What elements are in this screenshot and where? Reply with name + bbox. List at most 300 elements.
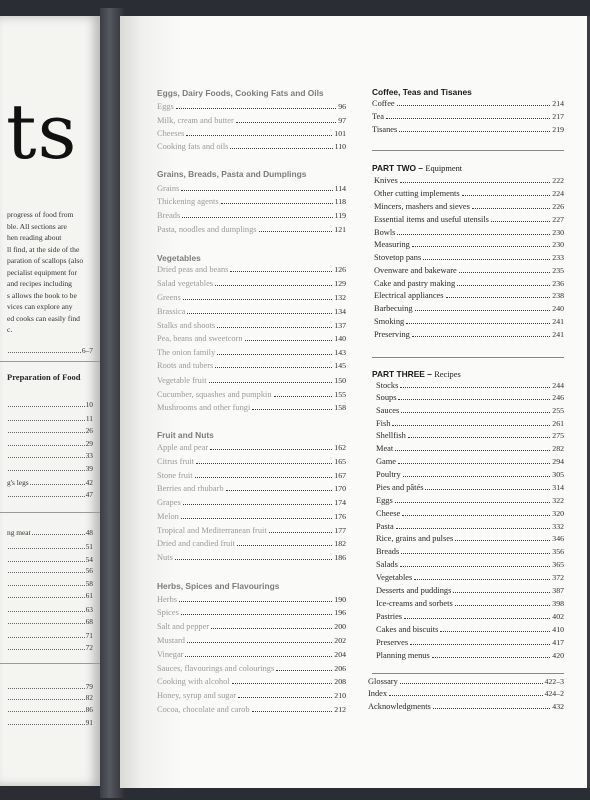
entry-label: Apple and pear [157, 443, 209, 452]
leader-dots [269, 532, 333, 533]
intro-line: progress of food from [7, 210, 74, 219]
leader-dots [8, 711, 85, 712]
entry-label: Pasta, noodles and dumplings [157, 225, 257, 234]
toc-entry [376, 444, 564, 453]
leader-dots [389, 695, 542, 696]
entry-label: Herbs [157, 595, 178, 604]
page-number: 158 [334, 403, 346, 412]
toc-entry [157, 484, 346, 493]
toc-entry [376, 612, 564, 621]
page-number: 61 [85, 591, 93, 600]
page-number: 217 [552, 112, 564, 121]
page-number: 230 [552, 228, 564, 237]
toc-entry [157, 116, 346, 125]
toc-entry [376, 560, 564, 569]
toc-entry [157, 664, 346, 673]
intro-line: s allows the book to be [7, 290, 77, 300]
toc-entry [7, 682, 93, 691]
toc-entry [7, 528, 93, 537]
toc-entry [7, 605, 93, 614]
heading-text: PART THREE – [372, 369, 432, 379]
page-number: 282 [552, 444, 564, 453]
page-number: 261 [552, 419, 564, 428]
entry-label: Coffee [372, 99, 395, 108]
page-number: 210 [334, 691, 346, 700]
leader-dots [415, 310, 551, 311]
entry-label: Salt and pepper [157, 622, 210, 631]
toc-entry [157, 376, 346, 385]
toc-entry [157, 457, 346, 466]
page-number: 305 [552, 470, 564, 479]
leader-dots [432, 657, 551, 658]
entry-label: Cucumber, squashes and pumpkin [157, 390, 272, 399]
toc-entry [374, 176, 564, 185]
toc-entry [157, 361, 346, 370]
page-number: 219 [552, 125, 564, 134]
toc-entry [157, 553, 346, 562]
toc-entry [157, 705, 346, 714]
entry-label: Salad vegetables [157, 279, 214, 288]
leader-dots [8, 496, 85, 497]
toc-entry [7, 478, 93, 487]
entry-label: Planning menus [376, 651, 430, 660]
page-number: 212 [334, 705, 346, 714]
toc-entry [376, 599, 564, 608]
intro-line: ed cooks can easily find [7, 313, 80, 323]
entry-label: Tea [372, 112, 384, 121]
section-rule [0, 512, 100, 513]
leader-dots [259, 231, 333, 232]
leader-dots [472, 208, 550, 209]
entry-label: Other cutting implements [374, 189, 460, 198]
entry-label: Citrus fruit [157, 457, 194, 466]
page-number: 402 [552, 612, 564, 621]
leader-dots [8, 724, 85, 725]
page-number: 155 [334, 390, 346, 399]
entry-label: Melon [157, 512, 179, 521]
toc-entry [7, 591, 93, 600]
leader-dots [397, 105, 551, 106]
entry-label: Stocks [376, 381, 399, 390]
page-number: 39 [85, 464, 93, 473]
page-number: 114 [334, 184, 346, 193]
leader-dots [491, 221, 550, 222]
leader-dots [395, 450, 550, 451]
leader-dots [179, 601, 332, 602]
toc-entry [368, 702, 564, 711]
leader-dots [398, 463, 550, 464]
leader-dots [230, 271, 332, 272]
leader-dots [406, 323, 550, 324]
section-heading [372, 87, 472, 97]
toc-entry [7, 631, 93, 640]
leader-dots [226, 490, 333, 491]
entry-label: Vegetables [376, 573, 413, 582]
toc-entry [376, 496, 564, 505]
toc-entry [157, 677, 346, 686]
toc-entry [157, 443, 346, 452]
toc-entry [157, 636, 346, 645]
toc-entry [374, 215, 564, 224]
entry-label: Glossary [368, 677, 398, 686]
page-number: 150 [334, 376, 346, 385]
entry-label: Meat [376, 444, 394, 453]
section-heading: Preparation of Food [7, 372, 81, 382]
entry-label: Barbecuing [374, 304, 413, 313]
entry-label: Cakes and biscuits [376, 625, 439, 634]
leader-dots [175, 559, 332, 560]
page-number: 143 [334, 348, 346, 357]
section-heading [157, 430, 214, 440]
entry-label: Knives [374, 176, 398, 185]
section-heading [372, 369, 461, 379]
page-number: 202 [334, 636, 346, 645]
toc-entry [368, 689, 564, 698]
toc-entry [157, 650, 346, 659]
page-number: 91 [85, 718, 93, 727]
entry-label: Bowls [374, 228, 396, 237]
toc-entry [157, 539, 346, 548]
page-number: 424–2 [544, 689, 564, 698]
leader-dots [183, 299, 333, 300]
toc-entry [374, 291, 564, 300]
page-number: 132 [334, 293, 346, 302]
entry-label: Roots and tubers [157, 361, 214, 370]
leader-dots [400, 387, 550, 388]
toc-entry [7, 718, 93, 727]
page-number: 332 [552, 522, 564, 531]
intro-line: pecialist equipment for [7, 267, 78, 277]
toc-entry [7, 555, 93, 564]
right-page [120, 16, 590, 788]
entry-label: Index [368, 689, 388, 698]
entry-label: Soups [376, 393, 397, 402]
page-number: 230 [552, 240, 564, 249]
leader-dots [8, 432, 85, 433]
page-number: 420 [552, 651, 564, 660]
page-number: 208 [334, 677, 346, 686]
entry-label: Stovetop pans [374, 253, 422, 262]
leader-dots [8, 548, 85, 549]
leader-dots [215, 285, 332, 286]
entry-label: The onion family [157, 348, 216, 357]
section-heading [157, 581, 279, 591]
leader-dots [217, 354, 332, 355]
toc-entry [374, 189, 564, 198]
page-number: 86 [85, 705, 93, 714]
leader-dots [196, 463, 332, 464]
page-number: 365 [552, 560, 564, 569]
entry-label: Stone fruit [157, 471, 193, 480]
leader-dots [395, 502, 551, 503]
page-number: 255 [552, 406, 564, 415]
leader-dots [453, 592, 550, 593]
page-number: 432 [552, 702, 564, 711]
entry-label: Fish [376, 419, 391, 428]
intro-line: c. [7, 325, 13, 334]
entry-label: Berries and rhubarb [157, 484, 224, 493]
entry-label: Salads [376, 560, 398, 569]
toc-entry [372, 112, 564, 121]
toc-entry [157, 403, 346, 412]
leader-dots [8, 406, 85, 407]
page-number: 29 [85, 439, 93, 448]
entry-label: Vegetable fruit [157, 376, 207, 385]
entry-label: Grains [157, 184, 180, 193]
toc-entry [374, 240, 564, 249]
entry-label: Sauces, flavourings and colourings [157, 664, 275, 673]
page-number: 68 [85, 617, 93, 626]
page-number: 79 [85, 682, 93, 691]
toc-entry [7, 426, 93, 435]
toc-entry [157, 622, 346, 631]
page-number: 240 [552, 304, 564, 313]
entry-label: Cooking with alcohol [157, 677, 230, 686]
page-number: 82 [85, 693, 93, 702]
toc-entry [368, 677, 564, 686]
leader-dots [8, 585, 85, 586]
toc-entry [157, 321, 346, 330]
section-rule [0, 663, 100, 664]
page-number: 129 [334, 279, 346, 288]
entry-label: Ovenware and bakeware [374, 266, 457, 275]
leader-dots [440, 631, 550, 632]
page-number: 165 [334, 457, 346, 466]
entry-label: Dried and candied fruit [157, 539, 235, 548]
toc-entry [157, 142, 346, 151]
toc-entry [376, 406, 564, 415]
leader-dots [401, 553, 550, 554]
entry-label: Nuts [157, 553, 173, 562]
leader-dots [396, 528, 551, 529]
heading-text: Grains, Breads, Pasta and Dumplings [157, 169, 307, 179]
toc-entry [7, 542, 93, 551]
leader-dots [211, 628, 332, 629]
toc-entry [376, 419, 564, 428]
heading-text: Coffee, Teas and Tisanes [372, 87, 472, 97]
page-number: 322 [552, 496, 564, 505]
leader-dots [425, 489, 550, 490]
toc-entry [372, 99, 564, 108]
leader-dots [8, 470, 85, 471]
page-number: 96 [338, 102, 346, 111]
page-number: 241 [552, 317, 564, 326]
toc-entry [7, 490, 93, 499]
section-rule [372, 673, 564, 674]
toc-entry [376, 586, 564, 595]
leader-dots [8, 352, 81, 353]
leader-dots [187, 313, 332, 314]
page-number: 6–7 [81, 346, 93, 355]
page-number: 214 [552, 99, 564, 108]
leader-dots [182, 217, 332, 218]
entry-label: Eggs [157, 102, 174, 111]
leader-dots [404, 618, 550, 619]
toc-entry [7, 617, 93, 626]
toc-entry [157, 184, 346, 193]
entry-label: Poultry [376, 470, 401, 479]
page-number: 410 [552, 625, 564, 634]
leader-dots [181, 614, 332, 615]
toc-entry [7, 579, 93, 588]
toc-entry [157, 211, 346, 220]
toc-entry [157, 498, 346, 507]
entry-label: Preserves [376, 638, 409, 647]
toc-entry [157, 293, 346, 302]
page-number: 126 [334, 265, 346, 274]
leader-dots [209, 382, 333, 383]
page-number: 422–3 [544, 677, 564, 686]
page-title-fragment: ts [6, 87, 78, 176]
entry-label: Rice, grains and pulses [376, 534, 454, 543]
entry-label: Sauces [376, 406, 400, 415]
page-number: 174 [334, 498, 346, 507]
toc-entry [7, 400, 93, 409]
leader-dots [185, 656, 332, 657]
entry-label: Tisanes [372, 125, 398, 134]
page-number: 176 [334, 512, 346, 521]
toc-entry [374, 253, 564, 262]
leader-dots [408, 437, 551, 438]
toc-entry [376, 522, 564, 531]
entry-label: Essential items and useful utensils [374, 215, 489, 224]
leader-dots [236, 122, 336, 123]
leader-dots [400, 182, 551, 183]
entry-label: Mushrooms and other fungi [157, 403, 251, 412]
page-number: 42 [85, 478, 93, 487]
entry-label: Electrical appliances [374, 291, 444, 300]
entry-label: Mincers, mashers and sieves [374, 202, 470, 211]
left-page [0, 16, 100, 786]
toc-entry [157, 691, 346, 700]
toc-entry [7, 451, 93, 460]
toc-entry [376, 483, 564, 492]
entry-label: Cheese [376, 509, 401, 518]
toc-entry [374, 202, 564, 211]
entry-label: Game [376, 457, 396, 466]
section-heading [157, 88, 324, 98]
leader-dots [403, 476, 551, 477]
section-rule [372, 150, 564, 151]
leader-dots [433, 708, 550, 709]
toc-entry [376, 638, 564, 647]
toc-entry [372, 125, 564, 134]
entry-label: Greens [157, 293, 181, 302]
leader-dots [455, 605, 551, 606]
section-rule [372, 357, 564, 358]
leader-dots [455, 540, 550, 541]
page-number: 241 [552, 330, 564, 339]
entry-label: Vinegar [157, 650, 184, 659]
page-number: 356 [552, 547, 564, 556]
page-number: 10 [85, 400, 93, 409]
page-number: 182 [334, 539, 346, 548]
heading-text: Herbs, Spices and Flavourings [157, 581, 280, 591]
page-number: 47 [85, 490, 93, 499]
leader-dots [186, 135, 332, 136]
page-number: 140 [334, 334, 346, 343]
leader-dots [8, 457, 85, 458]
section-heading [157, 169, 306, 179]
page-number: 177 [334, 526, 346, 535]
heading-text: PART TWO – [372, 163, 424, 173]
page-number: 190 [334, 595, 346, 604]
toc-entry [157, 307, 346, 316]
leader-dots [457, 285, 550, 286]
toc-entry [157, 129, 346, 138]
leader-dots [410, 644, 550, 645]
page-number: 224 [552, 189, 564, 198]
toc-entry [374, 279, 564, 288]
entry-label: Cheeses [157, 129, 185, 138]
toc-entry [376, 534, 564, 543]
page-number: 320 [552, 509, 564, 518]
leader-dots [8, 688, 85, 689]
page-number: 51 [85, 542, 93, 551]
entry-label: Ice-creams and sorbets [376, 599, 453, 608]
leader-dots [32, 534, 85, 535]
leader-dots [238, 697, 332, 698]
toc-entry [376, 393, 564, 402]
page-number: 294 [552, 457, 564, 466]
page-number: 227 [552, 215, 564, 224]
page-number: 196 [334, 608, 346, 617]
page-number: 387 [552, 586, 564, 595]
entry-label: Pea, beans and sweetcorn [157, 334, 243, 343]
leader-dots [181, 190, 332, 191]
entry-label: g's legs [7, 478, 29, 487]
leader-dots [215, 367, 332, 368]
entry-label: Desserts and puddings [376, 586, 452, 595]
leader-dots [217, 327, 332, 328]
page-number: 110 [334, 142, 346, 151]
entry-label: Shellfish [376, 431, 406, 440]
leader-dots [221, 203, 333, 204]
heading-subtitle: Recipes [434, 370, 461, 379]
page-number: 222 [552, 176, 564, 185]
toc-entry [157, 279, 346, 288]
intro-line: ble. All sections are [7, 221, 67, 231]
entry-label: Honey, syrup and sugar [157, 691, 237, 700]
page-number: 200 [334, 622, 346, 631]
intro-line: vices can explore any [7, 302, 73, 311]
leader-dots [400, 566, 550, 567]
leader-dots [187, 642, 332, 643]
page-number: 119 [334, 211, 346, 220]
leader-dots [8, 445, 85, 446]
toc-entry [157, 197, 346, 206]
leader-dots [402, 515, 550, 516]
toc-entry [376, 381, 564, 390]
toc-entry [157, 102, 346, 111]
toc-entry [376, 547, 564, 556]
leader-dots [8, 561, 85, 562]
entry-label: Smoking [374, 317, 405, 326]
leader-dots [245, 340, 333, 341]
toc-entry [374, 304, 564, 313]
heading-text: Vegetables [157, 253, 201, 263]
leader-dots [176, 108, 336, 109]
entry-label: Cooking fats and oils [157, 142, 229, 151]
leader-dots [252, 711, 333, 712]
page-number: 170 [334, 484, 346, 493]
leader-dots [252, 409, 332, 410]
toc-entry [157, 526, 346, 535]
page-number: 118 [334, 197, 346, 206]
entry-label: Cocoa, chocolate and carob [157, 705, 250, 714]
toc-entry [157, 225, 346, 234]
leader-dots [459, 272, 551, 273]
